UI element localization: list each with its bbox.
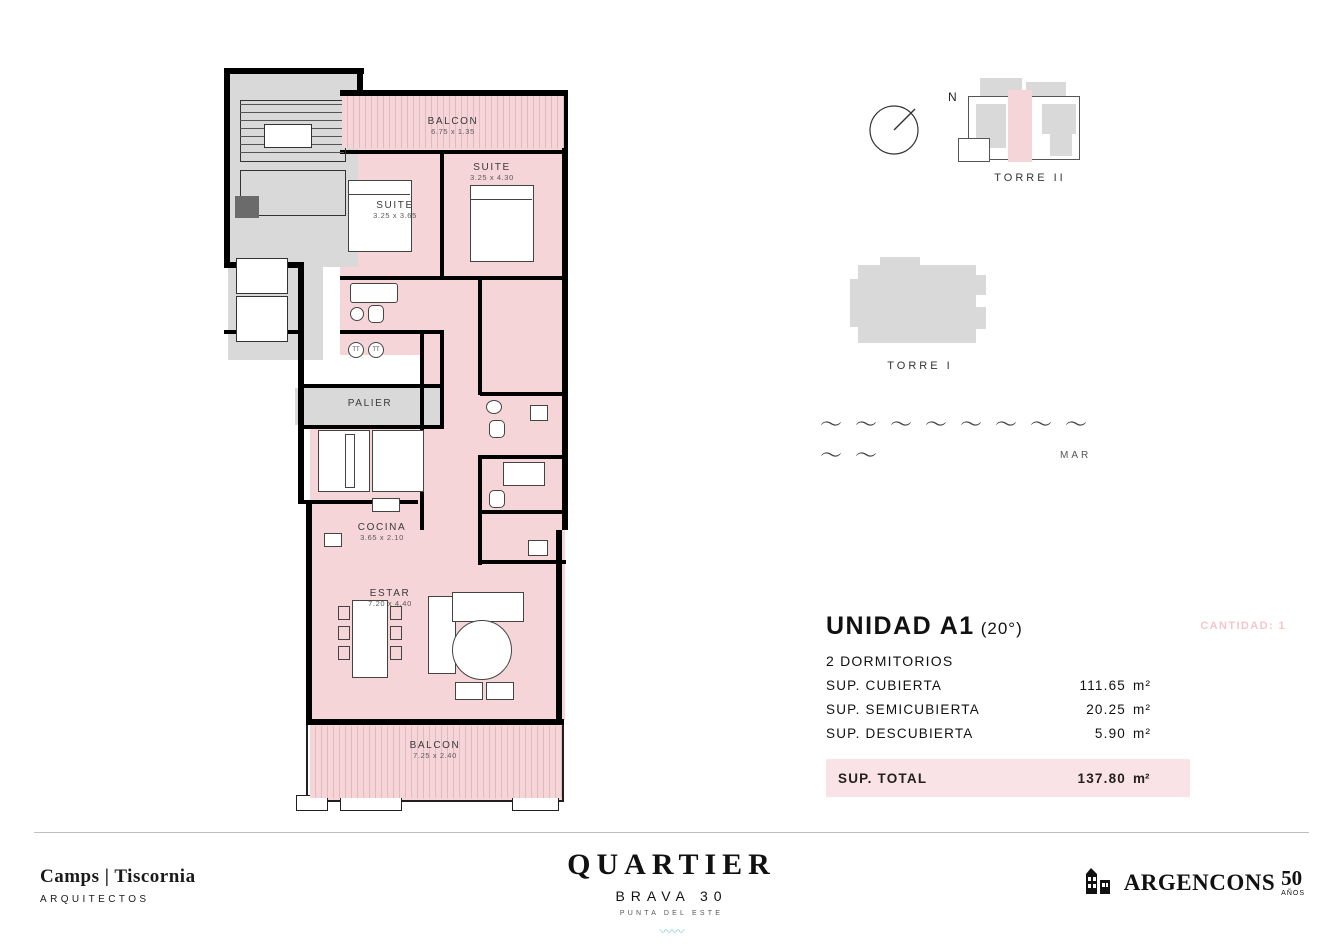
room-dim: 3.25 x 3.65 bbox=[373, 211, 417, 220]
total-label: SUP. TOTAL bbox=[838, 770, 928, 786]
site-diagrams bbox=[820, 60, 1320, 480]
area-row-descubierta bbox=[826, 726, 1286, 741]
area-label: SUP. CUBIERTA bbox=[826, 678, 943, 693]
developer-logo bbox=[1084, 868, 1305, 898]
stair-landing bbox=[264, 124, 312, 148]
kitchen-divider bbox=[345, 434, 355, 488]
room-label-cocina bbox=[312, 522, 452, 542]
area-label: SUP. DESCUBIERTA bbox=[826, 726, 974, 741]
torre1-label: TORRE I bbox=[887, 360, 953, 372]
total-value: 137.80 bbox=[1077, 770, 1126, 786]
torre1-diagram bbox=[840, 255, 1000, 365]
room-name: PALIER bbox=[347, 398, 393, 409]
bed-headboard-east bbox=[470, 185, 532, 200]
area-row-cubierta bbox=[826, 678, 1286, 693]
unit-quantity: CANTIDAD: 1 bbox=[1200, 620, 1286, 632]
room-name: SUITE bbox=[473, 162, 511, 173]
room-name: ESTAR bbox=[369, 588, 411, 599]
area-unit: m² bbox=[1133, 726, 1152, 741]
room-label-suite-east bbox=[432, 162, 552, 182]
area-unit: m² bbox=[1133, 702, 1152, 717]
toilet-2 bbox=[489, 420, 505, 438]
room-name: COCINA bbox=[357, 522, 407, 533]
unit-bedrooms: 2 DORMITORIOS bbox=[826, 653, 954, 669]
area-value: 20.25 bbox=[1086, 702, 1126, 717]
armchair-2 bbox=[486, 682, 514, 700]
core-shaft bbox=[235, 196, 259, 218]
partition-balcony bbox=[340, 150, 568, 154]
footer bbox=[0, 832, 1343, 950]
torre2-label: TORRE II bbox=[994, 172, 1066, 184]
sink-1 bbox=[350, 307, 364, 321]
armchair-1 bbox=[455, 682, 483, 700]
kitchen-unit-1 bbox=[318, 430, 370, 492]
partition-service-3 bbox=[480, 455, 566, 459]
north-label: N bbox=[948, 90, 957, 104]
t2-block-f bbox=[958, 138, 990, 162]
sea-label: MAR bbox=[1060, 450, 1092, 461]
partition-palier-south bbox=[298, 425, 444, 429]
project-name: QUARTIER bbox=[567, 848, 776, 881]
dining-chair-4 bbox=[390, 606, 402, 620]
partition-service-6 bbox=[478, 455, 482, 565]
stair-tread-2 bbox=[240, 112, 344, 113]
fixture-misc-1 bbox=[530, 405, 548, 421]
t1-top bbox=[880, 257, 920, 269]
room-label-balcon-north bbox=[383, 116, 523, 136]
room-dim: 3.25 x 4.30 bbox=[470, 173, 514, 182]
wave-icon: 〰〰 bbox=[659, 924, 684, 939]
coffee-table bbox=[452, 620, 512, 680]
north-compass-icon bbox=[862, 82, 952, 162]
room-label-balcon-south bbox=[365, 740, 505, 760]
partition-suite2-bath bbox=[444, 276, 568, 280]
closet-tag-2: TT bbox=[368, 342, 384, 358]
total-unit: m² bbox=[1133, 770, 1150, 786]
balcony-edge-east bbox=[562, 725, 564, 802]
wall-north-core bbox=[224, 68, 364, 74]
room-dim: 7.25 x 2.40 bbox=[413, 751, 457, 760]
area-total-row bbox=[826, 759, 1190, 797]
balcony-edge-west bbox=[306, 725, 308, 802]
dining-table bbox=[352, 600, 388, 678]
toilet-1 bbox=[368, 305, 384, 323]
wall-balcony-line bbox=[306, 719, 564, 725]
shower-tray bbox=[503, 462, 545, 486]
partition-service-1 bbox=[478, 280, 482, 395]
room-name: BALCON bbox=[409, 740, 461, 751]
bathtub bbox=[350, 283, 398, 303]
area-label: SUP. SEMICUBIERTA bbox=[826, 702, 980, 717]
t2-block-e bbox=[1050, 134, 1072, 156]
partition-bath-hall bbox=[340, 330, 444, 334]
sea-waves-icon: 〜 〜 〜 〜 〜 〜 〜 〜 〜 〜 bbox=[820, 413, 1090, 469]
sofa-top bbox=[452, 592, 524, 622]
closet-tag-1: TT bbox=[348, 342, 364, 358]
area-unit: m² bbox=[1133, 678, 1152, 693]
developer-years-label: AÑOS bbox=[1281, 890, 1305, 897]
partition-palier-east bbox=[440, 330, 444, 426]
wall-west-mid bbox=[298, 262, 304, 502]
partition-service-4 bbox=[480, 510, 566, 514]
room-dim: 6.75 x 1.35 bbox=[431, 127, 475, 136]
dining-chair-5 bbox=[390, 626, 402, 640]
t1-right-a bbox=[970, 275, 986, 295]
dining-chair-2 bbox=[338, 626, 350, 640]
room-label-estar bbox=[330, 588, 450, 608]
t1-right-b bbox=[970, 307, 986, 329]
toilet-3 bbox=[489, 490, 505, 508]
partition-service-2 bbox=[480, 392, 566, 396]
area-row-semicubierta bbox=[826, 702, 1286, 717]
developer-anniversary bbox=[1281, 866, 1305, 897]
wall-east-mid bbox=[562, 280, 568, 530]
kitchen-appliance bbox=[372, 498, 400, 512]
stair-tread-7 bbox=[240, 152, 344, 153]
architects-name: Camps | Tiscornia bbox=[40, 866, 196, 887]
developer-years: 50 bbox=[1281, 866, 1303, 890]
dining-chair-6 bbox=[390, 646, 402, 660]
room-label-suite-west bbox=[340, 200, 450, 220]
dining-chair-3 bbox=[338, 646, 350, 660]
argencons-mark-icon bbox=[1084, 868, 1118, 898]
partition-kitchen bbox=[298, 500, 418, 504]
room-dim: 3.65 x 2.10 bbox=[360, 533, 404, 542]
wall-west-core bbox=[224, 68, 230, 268]
room-name: BALCON bbox=[427, 116, 479, 127]
project-location: PUNTA DEL ESTE bbox=[619, 910, 724, 917]
unit-info-panel bbox=[826, 612, 1286, 797]
unit-code: UNIDAD A1 bbox=[826, 612, 975, 640]
t2-highlight-unit bbox=[1008, 90, 1032, 162]
area-value: 111.65 bbox=[1079, 678, 1126, 693]
project-subtitle: BRAVA 30 bbox=[615, 888, 728, 904]
t1-main bbox=[858, 265, 976, 343]
partition-service-5 bbox=[480, 560, 566, 564]
kitchen-unit-2 bbox=[372, 430, 424, 492]
sink-2 bbox=[486, 400, 502, 414]
bed-headboard-west bbox=[348, 180, 410, 195]
balcony-south-hatch bbox=[310, 726, 562, 798]
t2-block-d bbox=[1042, 104, 1076, 134]
architects-subtitle: ARQUITECTOS bbox=[40, 894, 150, 905]
fixture-misc-2 bbox=[528, 540, 548, 556]
developer-name: ARGENCONS bbox=[1123, 870, 1276, 895]
elevator-1 bbox=[236, 258, 288, 294]
stair-tread-1 bbox=[240, 104, 344, 105]
elevator-2 bbox=[236, 296, 288, 342]
partition-palier-north bbox=[298, 384, 444, 388]
stair-tread-3 bbox=[240, 120, 344, 121]
area-value: 5.90 bbox=[1094, 726, 1126, 741]
dining-chair-1 bbox=[338, 606, 350, 620]
partition-suite1-bath bbox=[340, 276, 444, 280]
room-name: SUITE bbox=[376, 200, 414, 211]
room-dim: 7.20 x 4.40 bbox=[368, 599, 412, 608]
room-label-palier bbox=[305, 398, 435, 409]
floor-plan bbox=[0, 0, 700, 830]
unit-orientation: (20°) bbox=[980, 619, 1023, 638]
t1-left bbox=[850, 279, 866, 327]
